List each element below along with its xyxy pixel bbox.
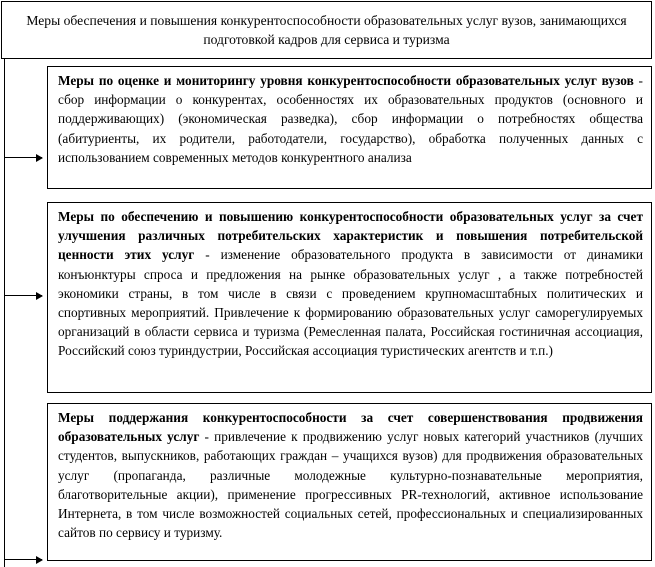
arrow-to-measure-2 [4, 295, 42, 296]
measure-box-monitoring [47, 66, 652, 189]
measure-text: - привлечение к продвижению услуг новых категорий участников (лучших студентов, выпускников, работающих граждан – учащихся вузов) для продвижения образовательных услуг (пропаганда, различные молодежные культурно-познавательные мероприятия, благотворительные акции), применение прогрессивных PR-технологий, активное использование Интернета, в том числе возможностей социальных сетей, профессиональных и специализированных сайтов по сервису и туризму. [58, 429, 643, 541]
measure-text: - изменение образовательного продукта в зависимости от динамики конъюнктуры спроса и предложения на рынке образовательных услуг , а также потребностей экономики страны, в том числе в связи с проведением крупномасштабных политических и спортивных мероприятий. Привлечение к формированию образовательных услуг саморегулируемых организаций в области сервиса и туризма (Ремесленная палата, Российская гостиничная ассоциация, Российский союз туриндустрии, Российская ассоциация туристических агентств и т.п.) [58, 247, 644, 359]
measure-box-promotion [47, 403, 652, 561]
measure-heading: Меры поддержания конкурентоспособности за счет совершенствования продвижения образовательных услуг [58, 410, 643, 445]
measure-heading: Меры по обеспечению и повышению конкурентоспособности образовательных услуг за счет улучшения различных потребительских характеристик и повышения потребительской ценности этих услуг [58, 209, 643, 263]
measure-heading: Меры по оценке и мониторингу уровня конкурентоспособности образовательных услуг вузов [58, 73, 634, 88]
measure-text: - сбор информации о конкурентах, особенностях их образовательных продуктов (основного и поддерживающих) (экономическая разведка), сбор информации о потребностях общества (абитуриенты, их родители, работодатели, государство), обработка полученных данных с использованием современных методов конкурентного анализа [58, 73, 643, 165]
diagram-title: Меры обеспечения и повышения конкурентоспособности образовательных услуг вузов, занимающихся подготовкой кадров для сервиса и туризма [26, 13, 627, 47]
measure-box-consumer-value [47, 202, 652, 393]
arrow-to-measure-3 [4, 559, 42, 560]
arrow-to-measure-1 [4, 157, 42, 158]
connector-spine [4, 59, 5, 567]
diagram-title-box [1, 1, 652, 59]
